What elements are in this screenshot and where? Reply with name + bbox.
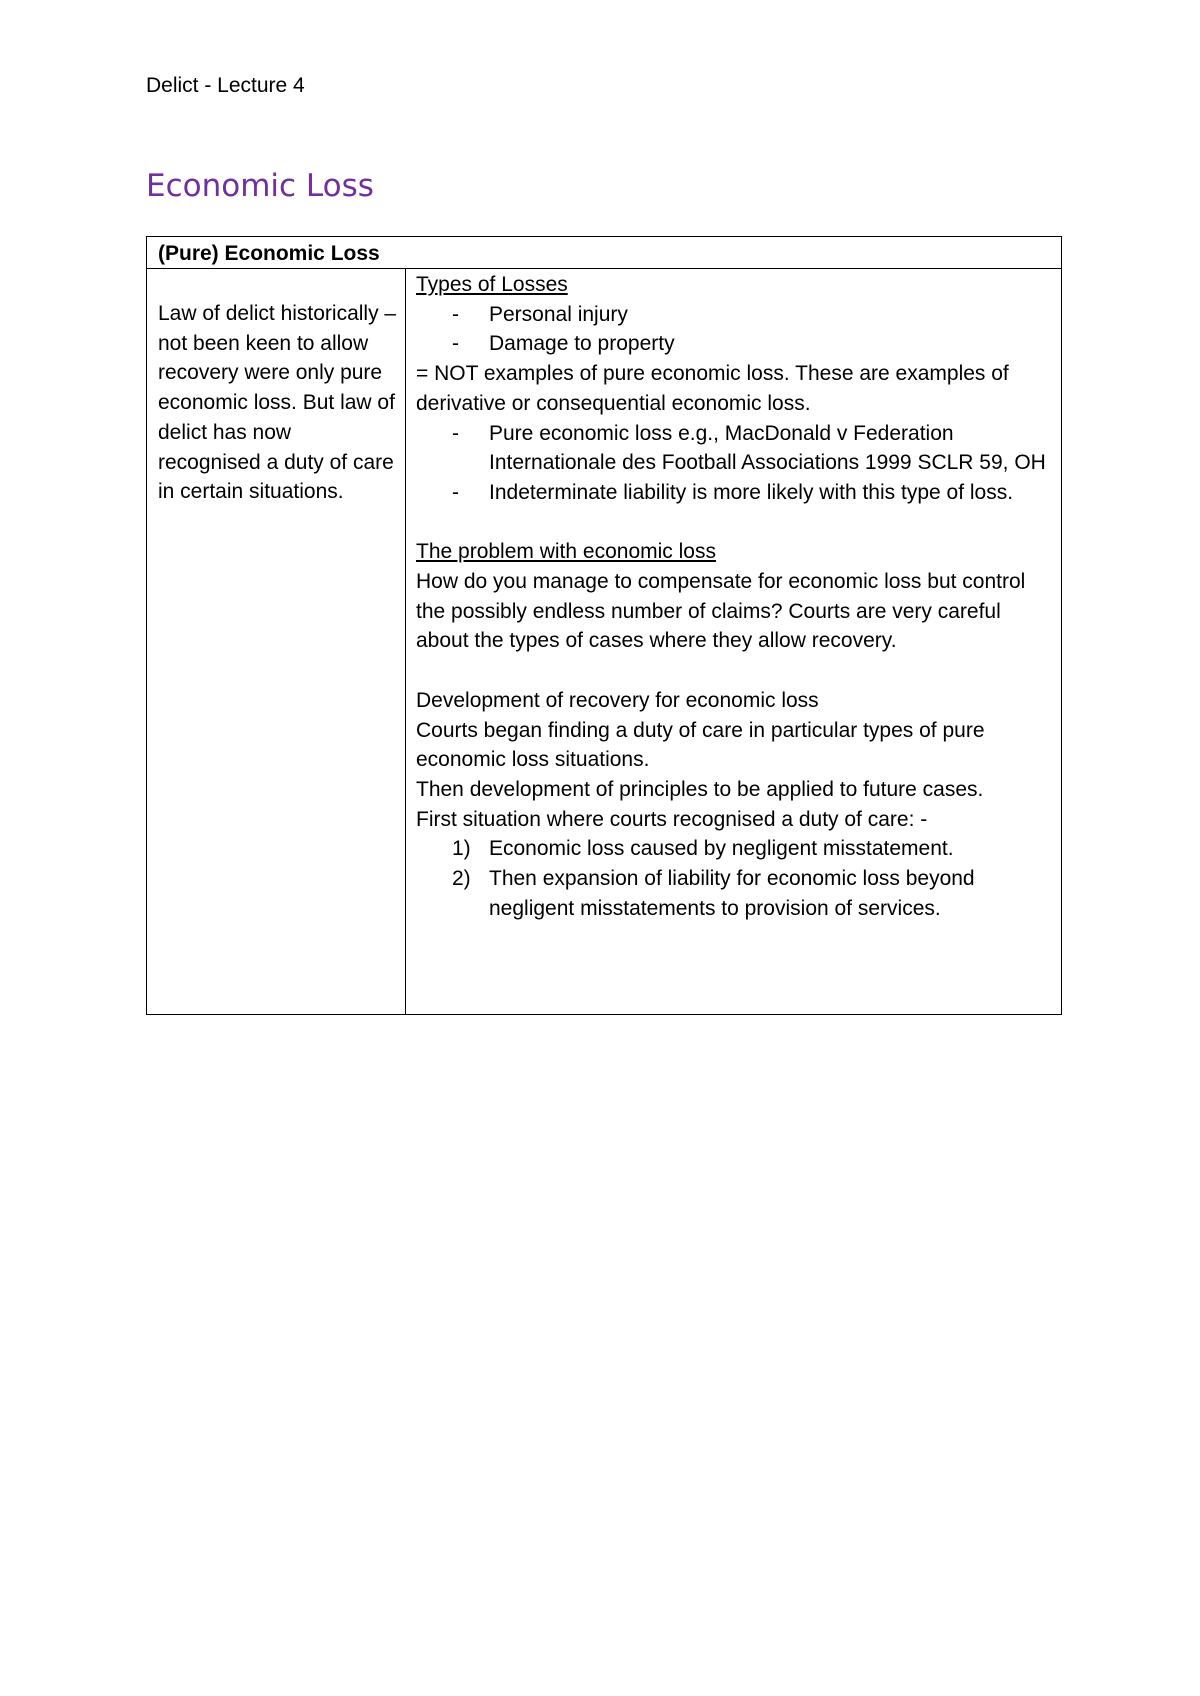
page-header: Delict - Lecture 4 [146,74,305,97]
list-item: 1) Economic loss caused by negligent misstatement. [416,834,1053,864]
document-title: Economic Loss [146,168,374,204]
list-item: 2) Then expansion of liability for economic loss beyond negligent misstatements to provision of services. [416,864,1053,923]
problem-heading: The problem with economic loss [416,540,716,564]
not-examples-text: = NOT examples of pure economic loss. These are examples of derivative or consequential economic loss. [416,362,1009,415]
dash-marker: - [452,332,459,356]
number-marker: 2) [452,867,471,891]
number-marker: 1) [452,837,471,861]
development-text-1: Courts began finding a duty of care in particular types of pure economic loss situations. [416,718,985,772]
numbered-list [416,834,1053,923]
dash-marker: - [452,421,459,445]
left-column-text: Law of delict historically – not been keen to allow recovery were only pure economic loss. But law of delict has now recognised a duty of care in certain situations. [147,269,406,1014]
development-heading: Development of recovery for economic loss [416,688,819,712]
right-column [406,269,1061,1014]
dash-marker: - [452,302,459,326]
notes-table [146,236,1062,1015]
types-list [416,300,1053,359]
list-item: - Damage to property [416,329,1053,359]
dash-marker: - [452,480,459,504]
table-body [147,269,1061,1014]
development-text-3: First situation where courts recognised a duty of care: - [416,807,928,831]
types-of-losses-heading: Types of Losses [416,273,568,296]
more-types-list [416,419,1053,508]
list-item: - Indeterminate liability is more likely with this type of loss. [416,478,1053,508]
problem-text: How do you manage to compensate for economic loss but control the possibly endless number of claims? Courts are very careful about the types of cases where they allow recovery. [416,570,1026,653]
list-item: - Personal injury [416,300,1053,330]
table-header: (Pure) Economic Loss [147,237,1061,269]
development-text-2: Then development of principles to be applied to future cases. [416,777,984,801]
list-item: - Pure economic loss e.g., MacDonald v Federation Internationale des Football Associations 1999 SCLR 59, OH [416,419,1053,478]
